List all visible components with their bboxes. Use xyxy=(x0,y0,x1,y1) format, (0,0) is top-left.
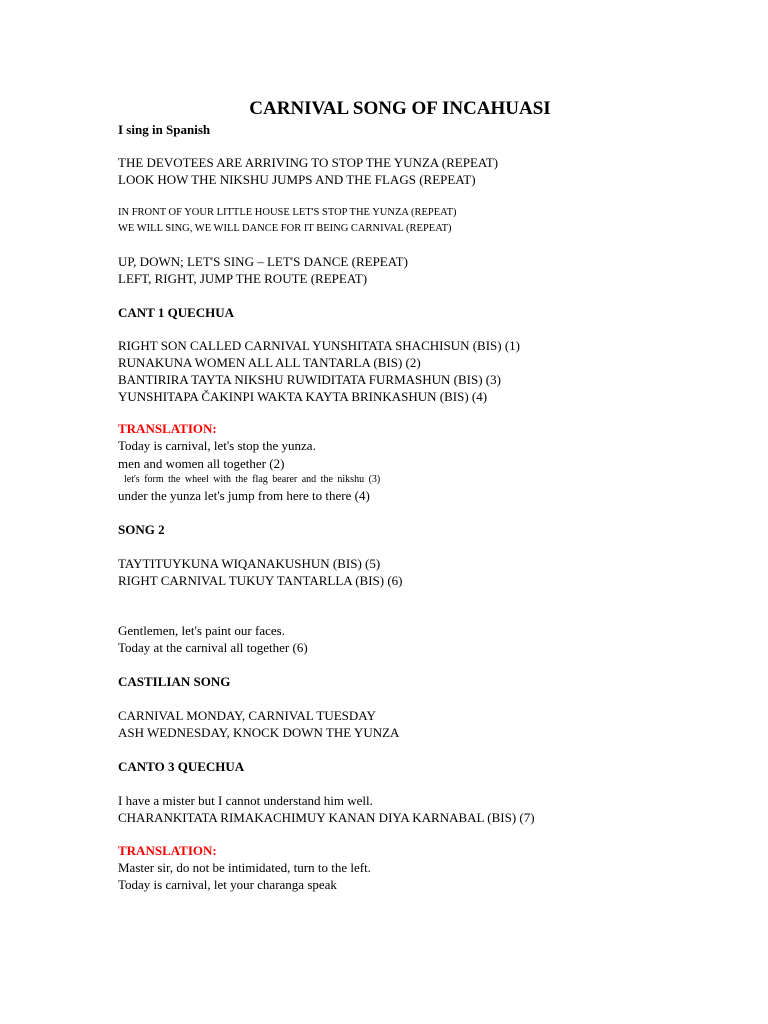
heading-song2: SONG 2 xyxy=(118,522,165,537)
translation2-line-1: Master sir, do not be intimidated, turn to the left. xyxy=(118,860,371,875)
translation1-line-2: men and women all together (2) xyxy=(118,456,285,471)
cant1-line-2: RUNAKUNA WOMEN ALL ALL TANTARLA (BIS) (2) xyxy=(118,355,421,370)
song2-line-1: TAYTITUYKUNA WIQANAKUSHUN (BIS) (5) xyxy=(118,556,381,571)
verse3-line-2: LEFT, RIGHT, JUMP THE ROUTE (REPEAT) xyxy=(118,271,368,286)
translation1-line-1: Today is carnival, let's stop the yunza. xyxy=(118,438,316,453)
subtitle: I sing in Spanish xyxy=(118,122,211,137)
heading-cant1: CANT 1 QUECHUA xyxy=(118,305,235,320)
song2-translation-line-1: Gentlemen, let's paint our faces. xyxy=(118,623,285,638)
cant1-line-3: BANTIRIRA TAYTA NIKSHU RUWIDITATA FURMASHUN (BIS) (3) xyxy=(118,372,501,387)
translation-label-1: TRANSLATION: xyxy=(118,421,217,436)
cant1-line-1: RIGHT SON CALLED CARNIVAL YUNSHITATA SHACHISUN (BIS) (1) xyxy=(118,338,521,353)
translation1-line-3: let's form the wheel with the flag bearer and the nikshu (3) xyxy=(124,474,381,485)
canto3-line-2: CHARANKITATA RIMAKACHIMUY KANAN DIYA KARNABAL (BIS) (7) xyxy=(118,810,535,825)
translation-label-2: TRANSLATION: xyxy=(118,843,217,858)
verse3-line-1: UP, DOWN; LET'S SING – LET'S DANCE (REPEAT) xyxy=(118,254,408,269)
page-title: CARNIVAL SONG OF INCAHUASI xyxy=(249,98,551,119)
verse1-line-1: THE DEVOTEES ARE ARRIVING TO STOP THE YUNZA (REPEAT) xyxy=(118,155,499,170)
cant1-line-4: YUNSHITAPA ČAKINPI WAKTA KAYTA BRINKASHUN (BIS) (4) xyxy=(118,389,488,404)
canto3-line-1: I have a mister but I cannot understand him well. xyxy=(118,793,373,808)
castilian-line-2: ASH WEDNESDAY, KNOCK DOWN THE YUNZA xyxy=(118,725,400,740)
castilian-line-1: CARNIVAL MONDAY, CARNIVAL TUESDAY xyxy=(118,708,376,723)
heading-canto3: CANTO 3 QUECHUA xyxy=(118,759,245,774)
verse2-line-1: IN FRONT OF YOUR LITTLE HOUSE LET'S STOP THE YUNZA (REPEAT) xyxy=(118,207,457,218)
translation1-line-4: under the yunza let's jump from here to there (4) xyxy=(118,488,370,503)
translation2-line-2: Today is carnival, let your charanga speak xyxy=(118,877,337,892)
song2-translation-line-2: Today at the carnival all together (6) xyxy=(118,640,308,655)
verse2-line-2: WE WILL SING, WE WILL DANCE FOR IT BEING CARNIVAL (REPEAT) xyxy=(118,223,452,234)
heading-castilian: CASTILIAN SONG xyxy=(118,674,231,689)
verse1-line-2: LOOK HOW THE NIKSHU JUMPS AND THE FLAGS (REPEAT) xyxy=(118,172,476,187)
song2-line-2: RIGHT CARNIVAL TUKUY TANTARLLA (BIS) (6) xyxy=(118,573,403,588)
